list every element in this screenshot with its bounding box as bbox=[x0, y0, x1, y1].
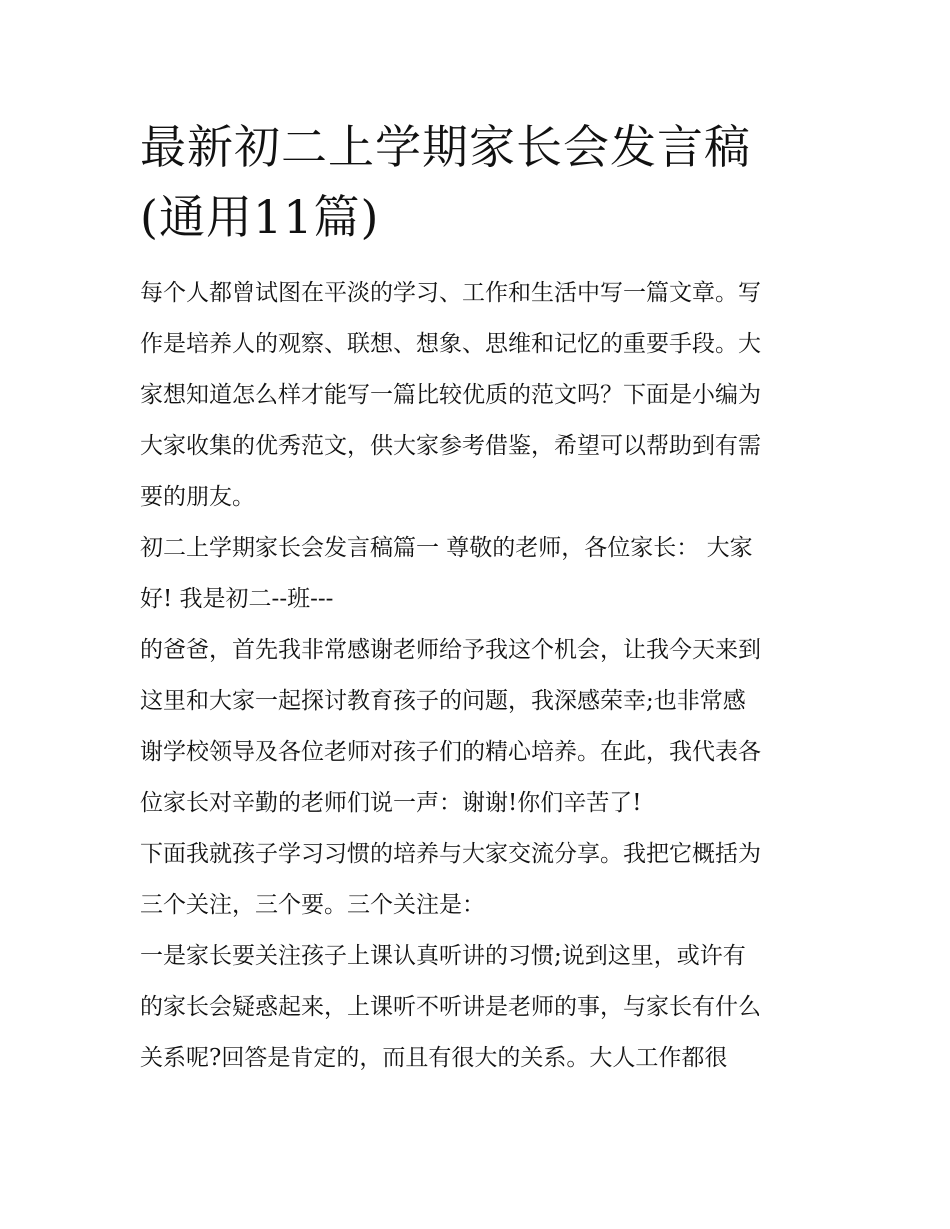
text-line: 每个人都曾试图在平淡的学习、工作和生活中写一篇文章。写 bbox=[140, 280, 761, 306]
text-line: 三个关注，三个要。三个关注是： bbox=[140, 892, 485, 918]
text-line: 位家长对辛勤的老师们说一声：谢谢!你们辛苦了! bbox=[140, 790, 642, 816]
text-line: 要的朋友。 bbox=[140, 484, 255, 510]
text-line: 作是培养人的观察、联想、想象、思维和记忆的重要手段。大 bbox=[140, 331, 761, 357]
paragraph-first-focus bbox=[140, 931, 812, 1084]
document-body bbox=[140, 112, 812, 1084]
title-line-2: (通用11篇) bbox=[140, 190, 380, 244]
text-line: 的家长会疑惑起来，上课听不听讲是老师的事，与家长有什么 bbox=[140, 994, 761, 1020]
text-line: 家想知道怎么样才能写一篇比较优质的范文吗？下面是小编为 bbox=[140, 382, 761, 408]
document-title bbox=[140, 112, 812, 252]
paragraph-greeting bbox=[140, 523, 812, 625]
text-line: 的爸爸，首先我非常感谢老师给予我这个机会，让我今天来到 bbox=[140, 637, 761, 663]
text-line: 谢学校领导及各位老师对孩子们的精心培养。在此，我代表各 bbox=[140, 739, 761, 765]
text-line: 下面我就孩子学习习惯的培养与大家交流分享。我把它概括为 bbox=[140, 841, 761, 867]
paragraph-intro bbox=[140, 268, 812, 523]
title-line-1: 最新初二上学期家长会发言稿 bbox=[140, 120, 751, 174]
document-content bbox=[140, 268, 812, 1084]
paragraph-habits bbox=[140, 829, 812, 931]
text-line: 好! 我是初二--班--- bbox=[140, 586, 334, 612]
text-line: 关系呢?回答是肯定的，而且有很大的关系。大人工作都很 bbox=[140, 1045, 728, 1071]
paragraph-thanks bbox=[140, 625, 812, 829]
text-line: 这里和大家一起探讨教育孩子的问题，我深感荣幸;也非常感 bbox=[140, 688, 746, 714]
text-line: 初二上学期家长会发言稿篇一 尊敬的老师，各位家长： 大家 bbox=[140, 535, 753, 561]
text-line: 大家收集的优秀范文，供大家参考借鉴，希望可以帮助到有需 bbox=[140, 433, 761, 459]
text-line: 一是家长要关注孩子上课认真听讲的习惯;说到这里，或许有 bbox=[140, 943, 746, 969]
